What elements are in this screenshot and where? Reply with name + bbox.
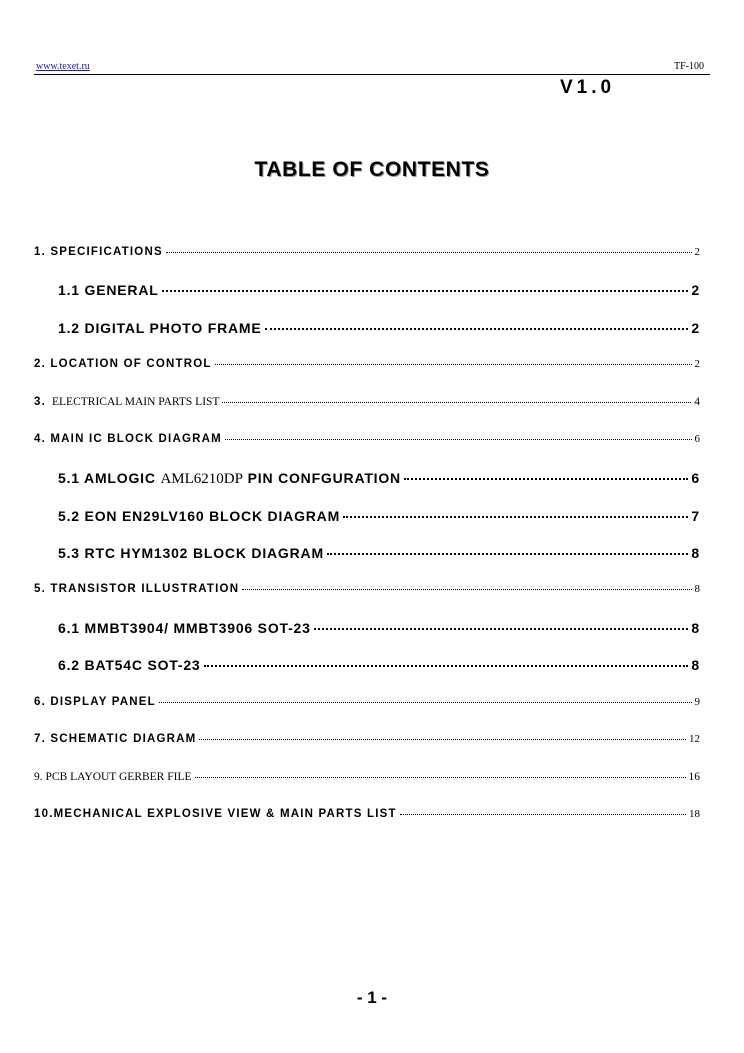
toc-entry-label: 1.1 GENERAL <box>58 282 159 298</box>
toc-entry-text: ELECTRICAL MAIN PARTS LIST <box>52 396 220 408</box>
toc-entry-label: 6. DISPLAY PANEL <box>34 696 156 708</box>
toc-entry-mechanical[interactable] <box>34 808 700 820</box>
toc-entry-label: 5. TRANSISTOR ILLUSTRATION <box>34 583 240 595</box>
toc-page-number: 7 <box>691 508 700 524</box>
model-name: TF-100 <box>674 61 704 72</box>
toc-entry-location-of-control[interactable] <box>34 358 700 370</box>
toc-entry-general[interactable] <box>58 282 700 298</box>
toc-dot-leader <box>195 777 686 778</box>
toc-page-number: 18 <box>689 808 700 820</box>
toc-dot-leader <box>222 402 691 403</box>
toc-entry-label: 5.2 EON EN29LV160 BLOCK DIAGRAM <box>58 508 341 524</box>
toc-dot-leader <box>327 553 689 555</box>
toc-entry-label <box>58 470 401 488</box>
page-number: - 1 - <box>356 988 388 1007</box>
toc-dot-leader <box>166 252 692 253</box>
toc-page-number: 2 <box>694 358 700 370</box>
toc-entry-label: 1. SPECIFICATIONS <box>34 246 163 258</box>
toc-page-number: 9 <box>694 696 700 708</box>
toc-entry-mmbt[interactable] <box>58 620 700 636</box>
toc-page-number: 8 <box>691 545 700 561</box>
toc-entry-label: 1.2 DIGITAL PHOTO FRAME <box>58 320 262 336</box>
toc-page-number: 2 <box>691 320 700 336</box>
toc-page-number: 2 <box>691 282 700 298</box>
toc-entry-label: 9. PCB LAYOUT GERBER FILE <box>34 771 192 783</box>
website-link[interactable]: www.texet.ru <box>36 61 90 72</box>
toc-entry-number: 3. <box>34 396 46 408</box>
toc-page-number: 8 <box>691 620 700 636</box>
toc-entry-display-panel[interactable] <box>34 696 700 708</box>
toc-entry-label: 4. MAIN IC BLOCK DIAGRAM <box>34 433 222 445</box>
toc-dot-leader <box>314 628 689 630</box>
toc-dot-leader <box>265 328 689 330</box>
toc-page-number: 2 <box>694 246 700 258</box>
toc-entry-specifications[interactable] <box>34 246 700 258</box>
toc-entry-main-ic-block[interactable] <box>34 433 700 445</box>
toc-entry-label: 6.1 MMBT3904/ MMBT3906 SOT-23 <box>58 620 311 636</box>
toc-entry-label: 7. SCHEMATIC DIAGRAM <box>34 733 197 745</box>
toc-dot-leader <box>159 702 692 703</box>
toc-entry-suffix: PIN CONFGURATION <box>242 470 401 486</box>
toc-page-number: 16 <box>688 771 700 783</box>
toc-dot-leader <box>215 364 692 365</box>
toc-entry-pcb-layout[interactable] <box>34 771 700 783</box>
toc-page-number: 6 <box>691 470 700 486</box>
toc-dot-leader <box>204 665 689 667</box>
toc-page-number: 4 <box>694 396 700 408</box>
toc-entry-prefix: 5.1 AMLOGIC <box>58 470 161 486</box>
toc-entry-bat54c[interactable] <box>58 657 700 673</box>
toc-entry-rtc-block[interactable] <box>58 545 700 561</box>
toc-entry-amlogic-pin[interactable] <box>58 470 700 488</box>
toc-page-number: 6 <box>694 433 700 445</box>
toc-entry-label: 10.MECHANICAL EXPLOSIVE VIEW & MAIN PARTS LIST <box>34 808 397 820</box>
toc-dot-leader <box>400 814 686 815</box>
document-version: V1.0 <box>560 77 616 98</box>
toc-entry-label: 5.3 RTC HYM1302 BLOCK DIAGRAM <box>58 545 324 561</box>
toc-entry-digital-photo-frame[interactable] <box>58 320 700 336</box>
toc-page-number: 12 <box>689 733 700 745</box>
toc-dot-leader <box>242 589 691 590</box>
page-title: TABLE OF CONTENTS <box>254 158 490 181</box>
toc-entry-electrical-parts[interactable] <box>34 396 700 408</box>
toc-entry-transistor[interactable] <box>34 583 700 595</box>
toc-page-number: 8 <box>694 583 700 595</box>
header-divider <box>34 74 710 75</box>
toc-entry-label <box>34 396 219 408</box>
toc-entry-schematic[interactable] <box>34 733 700 745</box>
toc-chip-name: AML6210DP <box>160 471 243 487</box>
toc-entry-eon-block[interactable] <box>58 508 700 524</box>
toc-entry-label: 2. LOCATION OF CONTROL <box>34 358 212 370</box>
toc-dot-leader <box>343 516 688 518</box>
toc-page-number: 8 <box>691 657 700 673</box>
toc-entry-label: 6.2 BAT54C SOT-23 <box>58 657 201 673</box>
toc-dot-leader <box>162 290 689 292</box>
toc-dot-leader <box>199 739 686 740</box>
toc-dot-leader <box>225 439 692 440</box>
toc-dot-leader <box>404 478 688 480</box>
